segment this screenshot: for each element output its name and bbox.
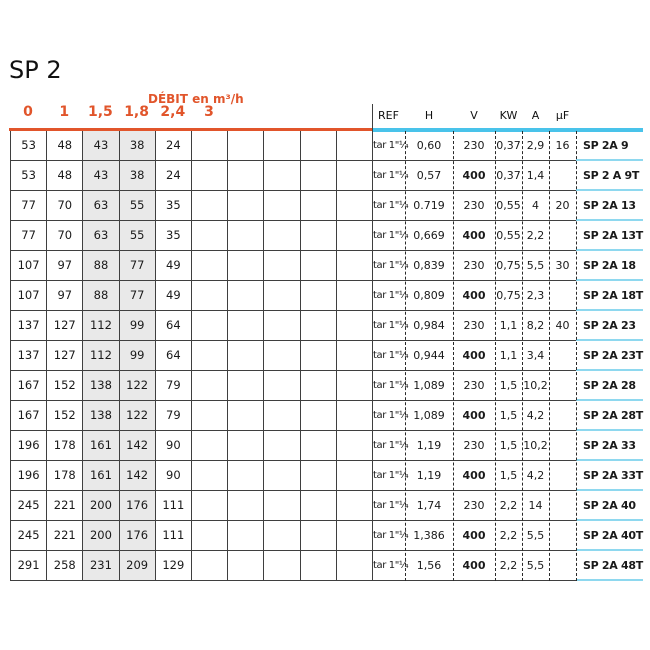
ref-cell: tar 1"¼ xyxy=(373,320,409,331)
power-cell: 1,5 xyxy=(499,469,518,482)
spec-column-header: KW xyxy=(499,109,518,122)
flow-cell: 24 xyxy=(156,131,192,161)
flow-cell: 152 xyxy=(47,371,83,401)
capacitor-cell: 30 xyxy=(555,259,570,272)
flow-cell xyxy=(264,341,300,371)
head-cell: 0,57 xyxy=(416,169,442,182)
voltage-cell: 400 xyxy=(462,349,486,362)
ref-cell: tar 1"¼ xyxy=(373,410,409,421)
capacitor-cell: 16 xyxy=(555,139,570,152)
flow-cell: 70 xyxy=(47,221,83,251)
voltage-cell: 230 xyxy=(463,259,485,272)
capacitor-cell xyxy=(549,551,576,581)
current-cell: 10,2 xyxy=(523,379,548,392)
power-cell: 2,2 xyxy=(499,559,518,572)
model-name: SP 2A 33T xyxy=(583,469,643,482)
model-name: SP 2A 28 xyxy=(583,379,636,392)
flow-cell xyxy=(264,251,300,281)
flow-cell xyxy=(192,491,228,521)
flow-cell: 176 xyxy=(120,491,156,521)
flow-cell xyxy=(228,131,264,161)
capacitor-cell: 40 xyxy=(555,319,570,332)
flow-cell: 167 xyxy=(11,371,47,401)
flow-cell xyxy=(264,191,300,221)
current-cell: 4,2 xyxy=(526,409,545,422)
flow-cell xyxy=(301,461,337,491)
head-cell: 1,56 xyxy=(416,559,442,572)
ref-cell: tar 1"¼ xyxy=(373,140,409,151)
flow-cell: 142 xyxy=(120,461,156,491)
flow-cell: 53 xyxy=(11,131,47,161)
flow-cell: 49 xyxy=(156,251,192,281)
flow-column-label: 1,8 xyxy=(124,104,149,120)
flow-cell xyxy=(264,461,300,491)
column-dashed-line xyxy=(495,131,496,581)
flow-cell xyxy=(192,221,228,251)
flow-cell: 99 xyxy=(120,311,156,341)
current-cell: 14 xyxy=(528,499,543,512)
head-cell: 1,089 xyxy=(413,409,445,422)
capacitor-cell xyxy=(549,461,576,491)
head-cell: 0.719 xyxy=(413,199,445,212)
model-name: SP 2A 9 xyxy=(583,139,629,152)
flow-cell: 48 xyxy=(47,161,83,191)
capacitor-cell xyxy=(549,221,576,251)
spec-row xyxy=(372,491,643,521)
flow-cell xyxy=(192,281,228,311)
spec-row xyxy=(372,551,643,581)
section-divider-line xyxy=(372,104,373,581)
flow-cell xyxy=(192,371,228,401)
model-name: SP 2A 40T xyxy=(583,529,643,542)
flow-cell xyxy=(264,521,300,551)
flow-cell xyxy=(192,251,228,281)
flow-cell xyxy=(337,461,373,491)
flow-cell xyxy=(337,251,373,281)
spec-row xyxy=(372,161,643,191)
flow-table xyxy=(10,131,373,581)
head-cell: 0,944 xyxy=(413,349,445,362)
flow-cell xyxy=(192,191,228,221)
column-dashed-line xyxy=(549,131,550,581)
flow-cell xyxy=(228,371,264,401)
flow-cell: 43 xyxy=(83,131,119,161)
flow-cell xyxy=(337,401,373,431)
row-separator-cyan xyxy=(576,579,643,581)
current-cell: 4,2 xyxy=(526,469,545,482)
flow-axis-title: DÉBIT en m³/h xyxy=(148,92,244,106)
model-name: SP 2A 40 xyxy=(583,499,636,512)
flow-cell xyxy=(228,431,264,461)
flow-cell: 245 xyxy=(11,521,47,551)
column-dashed-line xyxy=(405,131,406,581)
ref-cell: tar 1"¼ xyxy=(373,470,409,481)
ref-cell: tar 1"¼ xyxy=(373,530,409,541)
power-cell: 0,37 xyxy=(496,169,521,182)
spec-row xyxy=(372,131,643,161)
flow-cell xyxy=(337,491,373,521)
capacitor-cell xyxy=(549,161,576,191)
model-name: SP 2A 33 xyxy=(583,439,636,452)
model-name: SP 2A 18T xyxy=(583,289,643,302)
flow-cell: 79 xyxy=(156,401,192,431)
flow-cell: 97 xyxy=(47,281,83,311)
flow-cell xyxy=(192,131,228,161)
flow-cell: 142 xyxy=(120,431,156,461)
flow-cell: 77 xyxy=(120,281,156,311)
flow-cell: 209 xyxy=(120,551,156,581)
flow-cell xyxy=(192,431,228,461)
flow-cell: 221 xyxy=(47,521,83,551)
flow-cell: 88 xyxy=(83,251,119,281)
spec-table xyxy=(372,131,643,581)
power-cell: 0,37 xyxy=(496,139,521,152)
flow-cell: 107 xyxy=(11,281,47,311)
power-cell: 1,5 xyxy=(499,379,518,392)
spec-row xyxy=(372,191,643,221)
flow-cell xyxy=(264,161,300,191)
flow-cell: 200 xyxy=(83,491,119,521)
voltage-cell: 230 xyxy=(463,379,485,392)
flow-cell xyxy=(337,281,373,311)
flow-cell xyxy=(301,131,337,161)
flow-cell xyxy=(228,191,264,221)
flow-cell: 291 xyxy=(11,551,47,581)
flow-cell: 63 xyxy=(83,221,119,251)
voltage-cell: 230 xyxy=(463,139,485,152)
flow-column-label: 3 xyxy=(204,104,214,120)
flow-cell: 24 xyxy=(156,161,192,191)
flow-cell: 99 xyxy=(120,341,156,371)
flow-cell xyxy=(301,431,337,461)
flow-cell: 138 xyxy=(83,371,119,401)
flow-cell: 122 xyxy=(120,371,156,401)
power-cell: 0,55 xyxy=(496,199,521,212)
voltage-cell: 230 xyxy=(463,439,485,452)
flow-cell xyxy=(337,551,373,581)
current-cell: 2,2 xyxy=(526,229,545,242)
ref-cell: tar 1"¼ xyxy=(373,290,409,301)
flow-column-label: 1 xyxy=(59,104,70,120)
head-cell: 1,74 xyxy=(416,499,442,512)
ref-cell: tar 1"¼ xyxy=(373,350,409,361)
current-cell: 2,3 xyxy=(526,289,545,302)
current-cell: 5,5 xyxy=(526,259,545,272)
power-cell: 1,5 xyxy=(499,439,518,452)
flow-cell xyxy=(301,491,337,521)
spec-row xyxy=(372,311,643,341)
flow-cell: 35 xyxy=(156,191,192,221)
flow-cell: 137 xyxy=(11,341,47,371)
model-name: SP 2A 23 xyxy=(583,319,636,332)
ref-cell: tar 1"¼ xyxy=(373,260,409,271)
column-dashed-line xyxy=(522,131,523,581)
flow-cell: 64 xyxy=(156,311,192,341)
ref-cell: tar 1"¼ xyxy=(373,560,409,571)
flow-cell: 77 xyxy=(11,221,47,251)
flow-cell xyxy=(228,461,264,491)
capacitor-cell xyxy=(549,521,576,551)
flow-cell xyxy=(264,371,300,401)
capacitor-cell xyxy=(549,491,576,521)
flow-cell: 221 xyxy=(47,491,83,521)
voltage-cell: 400 xyxy=(462,469,486,482)
spec-column-header: µF xyxy=(555,109,570,122)
flow-cell xyxy=(228,341,264,371)
head-cell: 1,19 xyxy=(416,439,442,452)
voltage-cell: 400 xyxy=(462,529,486,542)
flow-cell: 90 xyxy=(156,461,192,491)
flow-cell xyxy=(337,311,373,341)
flow-column-label: 1,5 xyxy=(87,104,113,120)
voltage-cell: 400 xyxy=(462,169,486,182)
flow-cell xyxy=(301,371,337,401)
voltage-cell: 230 xyxy=(463,199,485,212)
flow-cell: 196 xyxy=(11,431,47,461)
head-cell: 1,089 xyxy=(413,379,445,392)
flow-cell: 111 xyxy=(156,491,192,521)
flow-cell xyxy=(301,551,337,581)
flow-cell xyxy=(301,161,337,191)
spec-row xyxy=(372,221,643,251)
flow-cell xyxy=(192,341,228,371)
flow-cell xyxy=(301,191,337,221)
flow-cell: 35 xyxy=(156,221,192,251)
capacitor-cell xyxy=(549,401,576,431)
power-cell: 2,2 xyxy=(499,529,518,542)
model-name: SP 2 A 9T xyxy=(583,169,640,182)
flow-cell xyxy=(301,341,337,371)
voltage-cell: 230 xyxy=(463,499,485,512)
flow-cell xyxy=(228,221,264,251)
flow-column-label: 2,4 xyxy=(160,104,186,120)
flow-cell: 55 xyxy=(120,221,156,251)
flow-cell: 127 xyxy=(47,311,83,341)
flow-cell: 79 xyxy=(156,371,192,401)
flow-cell: 70 xyxy=(47,191,83,221)
flow-cell: 200 xyxy=(83,521,119,551)
flow-cell xyxy=(264,131,300,161)
spec-column-header: A xyxy=(531,109,540,122)
current-cell: 5,5 xyxy=(526,559,545,572)
current-cell: 10,2 xyxy=(523,439,548,452)
voltage-cell: 230 xyxy=(463,319,485,332)
flow-cell: 178 xyxy=(47,431,83,461)
flow-cell xyxy=(264,401,300,431)
ref-cell: tar 1"¼ xyxy=(373,440,409,451)
flow-cell xyxy=(264,281,300,311)
flow-cell xyxy=(228,401,264,431)
flow-cell xyxy=(228,491,264,521)
ref-cell: tar 1"¼ xyxy=(373,200,409,211)
flow-cell xyxy=(337,131,373,161)
flow-cell xyxy=(301,281,337,311)
power-cell: 2,2 xyxy=(499,499,518,512)
flow-cell: 231 xyxy=(83,551,119,581)
head-cell: 0,839 xyxy=(413,259,445,272)
power-cell: 1,5 xyxy=(499,409,518,422)
flow-cell: 152 xyxy=(47,401,83,431)
flow-cell xyxy=(301,311,337,341)
flow-cell: 127 xyxy=(47,341,83,371)
flow-cell xyxy=(337,341,373,371)
flow-cell xyxy=(192,461,228,491)
flow-cell: 112 xyxy=(83,311,119,341)
column-dashed-line xyxy=(453,131,454,581)
flow-cell: 176 xyxy=(120,521,156,551)
flow-cell xyxy=(228,311,264,341)
flow-cell: 245 xyxy=(11,491,47,521)
flow-cell: 111 xyxy=(156,521,192,551)
flow-cell xyxy=(192,401,228,431)
current-cell: 5,5 xyxy=(526,529,545,542)
flow-cell xyxy=(337,161,373,191)
flow-cell xyxy=(337,191,373,221)
flow-cell: 161 xyxy=(83,431,119,461)
flow-cell xyxy=(192,311,228,341)
capacitor-cell xyxy=(549,371,576,401)
flow-cell: 63 xyxy=(83,191,119,221)
flow-cell xyxy=(337,371,373,401)
flow-cell: 48 xyxy=(47,131,83,161)
flow-cell: 122 xyxy=(120,401,156,431)
spec-row xyxy=(372,521,643,551)
page-title: SP 2 xyxy=(9,56,62,84)
flow-cell: 112 xyxy=(83,341,119,371)
flow-cell xyxy=(228,281,264,311)
flow-cell xyxy=(264,431,300,461)
flow-cell xyxy=(228,251,264,281)
ref-cell: tar 1"¼ xyxy=(373,500,409,511)
voltage-cell: 400 xyxy=(462,409,486,422)
flow-cell: 90 xyxy=(156,431,192,461)
flow-cell: 64 xyxy=(156,341,192,371)
power-cell: 0,75 xyxy=(496,259,521,272)
current-cell: 1,4 xyxy=(526,169,545,182)
spec-column-header: H xyxy=(424,109,434,122)
flow-cell: 43 xyxy=(83,161,119,191)
flow-cell xyxy=(264,551,300,581)
model-name: SP 2A 13 xyxy=(583,199,636,212)
flow-column-label: 0 xyxy=(23,104,33,120)
flow-cell xyxy=(301,521,337,551)
power-cell: 1,1 xyxy=(499,319,518,332)
flow-cell xyxy=(337,431,373,461)
flow-cell: 129 xyxy=(156,551,192,581)
power-cell: 0,75 xyxy=(496,289,521,302)
current-cell: 3,4 xyxy=(526,349,545,362)
flow-cell: 196 xyxy=(11,461,47,491)
flow-cell: 258 xyxy=(47,551,83,581)
voltage-cell: 400 xyxy=(462,229,486,242)
flow-cell: 161 xyxy=(83,461,119,491)
head-cell: 1,386 xyxy=(413,529,445,542)
flow-cell xyxy=(301,221,337,251)
spec-row xyxy=(372,281,643,311)
current-cell: 4 xyxy=(532,199,539,212)
flow-cell: 77 xyxy=(120,251,156,281)
capacitor-cell xyxy=(549,281,576,311)
voltage-cell: 400 xyxy=(462,559,486,572)
flow-cell: 178 xyxy=(47,461,83,491)
flow-cell: 167 xyxy=(11,401,47,431)
flow-cell xyxy=(301,251,337,281)
flow-cell: 138 xyxy=(83,401,119,431)
flow-cell: 137 xyxy=(11,311,47,341)
spec-row xyxy=(372,431,643,461)
capacitor-cell: 20 xyxy=(555,199,570,212)
flow-cell xyxy=(192,551,228,581)
voltage-cell: 400 xyxy=(462,289,486,302)
flow-cell xyxy=(228,521,264,551)
head-cell: 0,669 xyxy=(413,229,445,242)
flow-cell xyxy=(264,221,300,251)
model-name: SP 2A 13T xyxy=(583,229,643,242)
flow-cell xyxy=(337,521,373,551)
flow-cell xyxy=(337,221,373,251)
capacitor-cell xyxy=(549,341,576,371)
spec-column-header: V xyxy=(470,109,478,122)
ref-cell: tar 1"¼ xyxy=(373,170,409,181)
flow-cell xyxy=(264,491,300,521)
model-name: SP 2A 23T xyxy=(583,349,643,362)
flow-cell: 38 xyxy=(120,161,156,191)
head-cell: 0,984 xyxy=(413,319,445,332)
power-cell: 1,1 xyxy=(499,349,518,362)
flow-cell: 55 xyxy=(120,191,156,221)
flow-cell xyxy=(301,401,337,431)
flow-cell xyxy=(228,161,264,191)
column-dashed-line xyxy=(576,131,577,581)
flow-cell: 97 xyxy=(47,251,83,281)
head-cell: 0,809 xyxy=(413,289,445,302)
flow-cell: 107 xyxy=(11,251,47,281)
flow-cell: 49 xyxy=(156,281,192,311)
capacitor-cell xyxy=(549,431,576,461)
flow-cell xyxy=(228,551,264,581)
spec-row xyxy=(372,461,643,491)
ref-cell: tar 1"¼ xyxy=(373,230,409,241)
spec-row xyxy=(372,401,643,431)
spec-row xyxy=(372,371,643,401)
flow-cell: 38 xyxy=(120,131,156,161)
row-separator-black xyxy=(372,580,576,581)
head-cell: 0,60 xyxy=(416,139,442,152)
model-name: SP 2A 28T xyxy=(583,409,643,422)
head-cell: 1,19 xyxy=(416,469,442,482)
current-cell: 2,9 xyxy=(526,139,545,152)
flow-cell: 77 xyxy=(11,191,47,221)
model-name: SP 2A 18 xyxy=(583,259,636,272)
ref-cell: tar 1"¼ xyxy=(373,380,409,391)
spec-row xyxy=(372,251,643,281)
model-name: SP 2A 48T xyxy=(583,559,643,572)
power-cell: 0,55 xyxy=(496,229,521,242)
spec-row xyxy=(372,341,643,371)
flow-cell xyxy=(192,161,228,191)
flow-cell xyxy=(192,521,228,551)
current-cell: 8,2 xyxy=(526,319,545,332)
flow-cell xyxy=(264,311,300,341)
spec-column-header: REF xyxy=(378,109,399,122)
flow-cell: 53 xyxy=(11,161,47,191)
flow-cell: 88 xyxy=(83,281,119,311)
